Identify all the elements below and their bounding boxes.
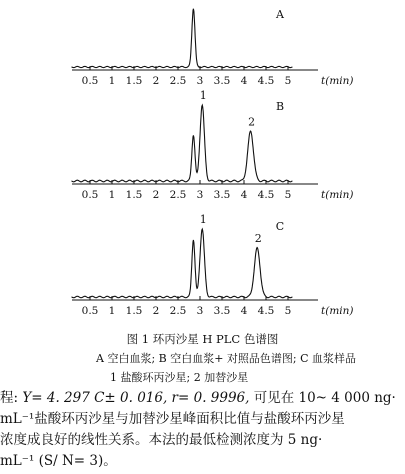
paragraph-line-1 bbox=[0, 388, 396, 408]
paragraph-line-3: 浓度成良好的线性关系。本法的最低检测浓度为 5 ng· bbox=[0, 432, 323, 448]
x-tick-label: 3.5 bbox=[213, 305, 231, 317]
x-tick-label: 3 bbox=[196, 189, 204, 201]
x-tick-label: 4.5 bbox=[257, 75, 275, 87]
x-tick-label: 1.5 bbox=[125, 189, 143, 201]
x-tick-label: 3.5 bbox=[213, 75, 231, 87]
panel-label: C bbox=[275, 220, 285, 233]
x-tick-label: 1.5 bbox=[125, 75, 143, 87]
x-tick-label: 3 bbox=[196, 75, 204, 87]
x-tick-label: 4 bbox=[240, 75, 248, 87]
x-tick-label: 1 bbox=[108, 75, 116, 87]
figure-caption-legend: A 空白血浆; B 空白血浆+ 对照品色谱图; C 血浆样品 bbox=[96, 352, 357, 365]
x-tick-label: 0.5 bbox=[81, 305, 99, 317]
paragraph-prefix: 程: bbox=[0, 390, 23, 406]
x-tick-label: 4.5 bbox=[257, 305, 275, 317]
x-tick-label: 1 bbox=[108, 189, 116, 201]
paragraph-range: 可见在 10~ 4 000 ng· bbox=[249, 390, 396, 406]
x-tick-label: 1.5 bbox=[125, 305, 143, 317]
regression-equation: Y= 4. 297 C± 0. 016, r= 0. 9996, bbox=[22, 390, 250, 406]
x-tick-label: 4 bbox=[240, 189, 248, 201]
x-tick-label: 0.5 bbox=[81, 75, 99, 87]
x-tick-label: 5 bbox=[284, 75, 292, 87]
x-tick-label: 2 bbox=[152, 75, 160, 87]
paragraph-line-4: mL⁻¹ (S/ N= 3)。 bbox=[0, 453, 117, 469]
chromatogram-trace bbox=[72, 9, 293, 68]
x-axis-unit-label: t(min) bbox=[321, 75, 354, 87]
x-tick-label: 4 bbox=[240, 305, 248, 317]
figure-caption-peaks: 1 盐酸环丙沙星; 2 加替沙星 bbox=[110, 371, 249, 384]
x-tick-label: 5 bbox=[284, 189, 292, 201]
x-axis-unit-label: t(min) bbox=[321, 189, 354, 201]
peak-number-label: 1 bbox=[199, 212, 207, 226]
panel-label: B bbox=[275, 100, 285, 113]
chromatogram-trace bbox=[72, 105, 293, 182]
x-tick-label: 4.5 bbox=[257, 189, 275, 201]
peak-number-label: 2 bbox=[248, 115, 256, 129]
peak-number-label: 1 bbox=[199, 89, 207, 102]
x-tick-label: 3 bbox=[196, 305, 204, 317]
figure-caption-title: 图 1 环丙沙星 H PLC 色谱图 bbox=[126, 332, 279, 346]
paragraph-line-2: mL⁻¹盐酸环丙沙星与加替沙星峰面积比值与盐酸环丙沙星 bbox=[0, 411, 345, 427]
x-tick-label: 2.5 bbox=[169, 189, 187, 201]
x-tick-label: 2.5 bbox=[169, 75, 187, 87]
x-tick-label: 2 bbox=[152, 305, 160, 317]
x-tick-label: 3.5 bbox=[213, 189, 231, 201]
x-tick-label: 1 bbox=[108, 305, 116, 317]
x-axis-unit-label: t(min) bbox=[321, 305, 354, 317]
panel-label: A bbox=[276, 8, 284, 21]
x-tick-label: 2 bbox=[152, 189, 160, 201]
x-tick-label: 0.5 bbox=[81, 189, 99, 201]
x-tick-label: 5 bbox=[284, 305, 292, 317]
peak-number-label: 2 bbox=[254, 232, 262, 246]
x-tick-label: 2.5 bbox=[169, 305, 187, 317]
